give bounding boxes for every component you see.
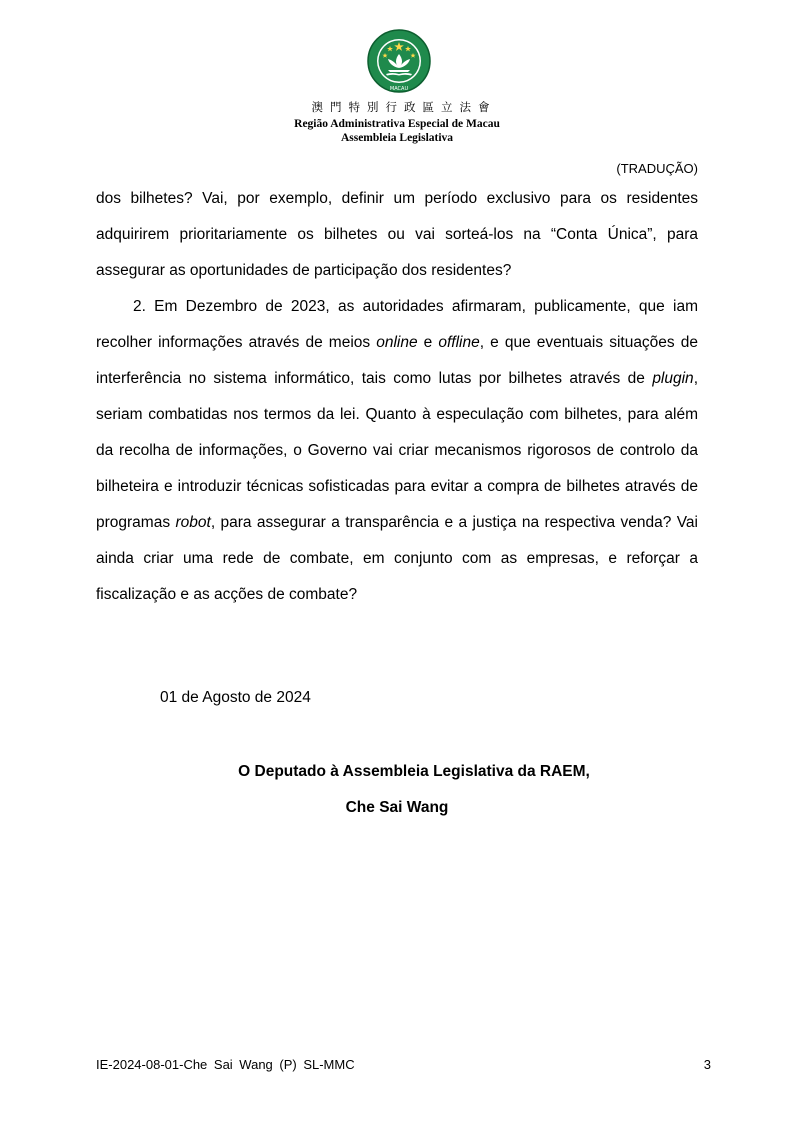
header-chinese-title: 澳門特別行政區立法會 (311, 100, 497, 114)
signature-title: O Deputado à Assembleia Legislativa da RAEM, (238, 763, 590, 780)
document-date: 01 de Agosto de 2024 (160, 689, 311, 706)
paragraph-2: 2. Em Dezembro de 2023, as autoridades afirmaram, publicamente, que iam recolher informações através de meios online e offline, e que eventuais situações de interferência no sistema informático, tais como lutas por bilhetes através de plugin, seriam combatidas nos termos da lei. Quanto à especulação com bilhetes, para além da recolha de informações, o Governo vai criar mecanismos rigorosos de controlo da bilheteira e introduzir técnicas sofisticadas para evitar a compra de bilhetes através de programas robot, para assegurar a transparência e a justiça na respectiva venda? Vai ainda criar uma rede de combate, em conjunto com as empresas, e reforçar a fiscalização e as acções de combate? (96, 298, 698, 603)
page-number: 3 (703, 1057, 711, 1072)
paragraph-1: dos bilhetes? Vai, por exemplo, definir um período exclusivo para os residentes adquirirem prioritariamente os bilhetes ou vai sorteá-los na “Conta Única”, para assegurar as oportunidades de participação dos residentes? (96, 190, 698, 279)
signature-name: Che Sai Wang (345, 799, 449, 816)
header-region-name: Região Administrativa Especial de Macau (294, 118, 500, 130)
svg-text:MACAU: MACAU (389, 86, 409, 92)
translation-note: (TRADUÇÃO) (616, 161, 698, 176)
header-assembly-name: Assembleia Legislativa (340, 132, 454, 144)
macau-emblem-icon (366, 28, 432, 94)
document-body (96, 181, 698, 613)
footer-reference: IE-2024-08-01-Che Sai Wang (P) SL-MMC (96, 1057, 355, 1072)
